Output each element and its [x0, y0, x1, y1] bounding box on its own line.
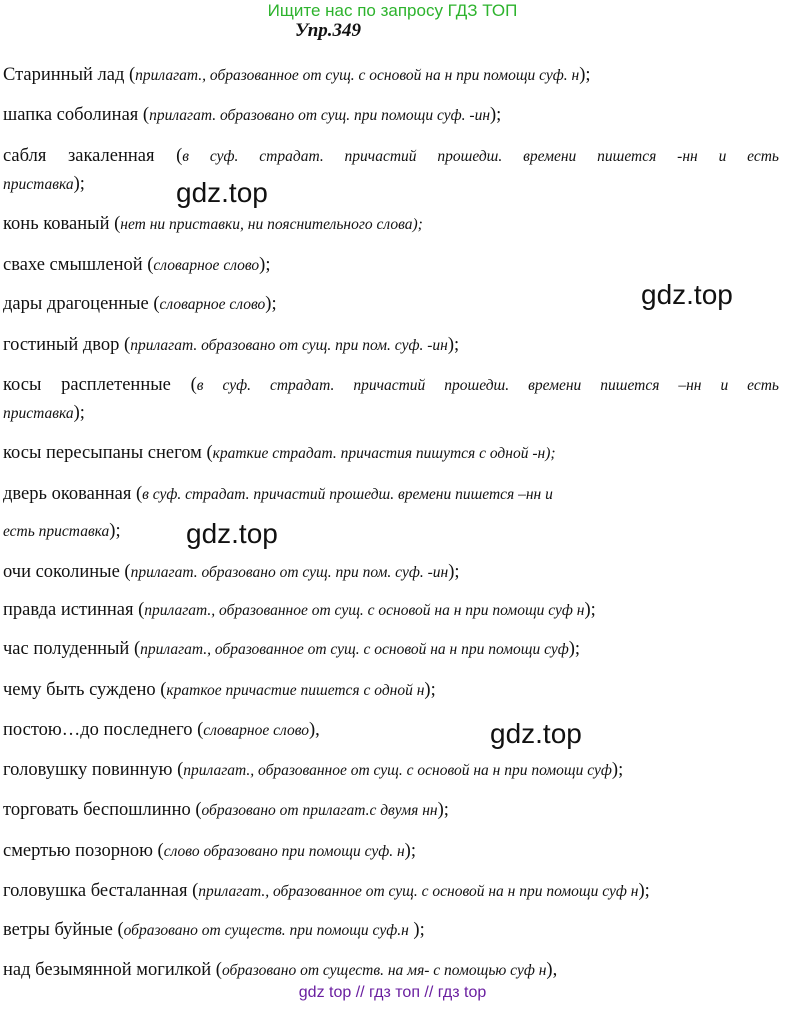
explanation: краткое причастие пишется с одной н	[166, 682, 425, 699]
closing: ),	[546, 960, 558, 980]
answer-line	[3, 719, 779, 742]
phrase: очи соколиные (	[3, 562, 131, 582]
watermark: gdz.top	[641, 279, 733, 310]
answer-line-continuation	[3, 520, 779, 543]
answer-line	[3, 599, 779, 622]
closing: );	[437, 800, 449, 820]
explanation: образовано от существ. при помощи суф.н	[123, 922, 409, 939]
explanation: словарное слово	[203, 722, 309, 739]
explanation: приставка	[3, 176, 74, 193]
footer-links[interactable]: gdz top // гдз топ // гдз top	[298, 984, 487, 1001]
closing: ),	[308, 720, 320, 740]
phrase: гостиный двор (	[3, 335, 131, 355]
closing: );	[568, 639, 581, 659]
closing: );	[404, 841, 416, 861]
explanation: в суф. страдат. причастий прошедш. времени пишется -нн и есть	[182, 148, 779, 165]
closing: );	[73, 403, 85, 423]
answer-line	[3, 799, 779, 822]
answer-line	[3, 483, 779, 506]
answer-line	[3, 880, 779, 903]
answer-line	[3, 679, 779, 702]
phrase: ветры буйные (	[3, 920, 124, 940]
closing: );	[424, 680, 436, 700]
answer-line	[3, 334, 779, 357]
closing: );	[447, 335, 460, 355]
answer-line	[3, 64, 779, 87]
phrase: косы пересыпаны снегом (	[3, 443, 213, 463]
answer-line-continuation	[3, 402, 779, 425]
answer-line	[3, 213, 779, 236]
phrase: дары драгоценные (	[3, 294, 160, 314]
answer-line	[3, 145, 779, 168]
explanation: образовано от прилагат.с двумя нн	[201, 802, 438, 819]
closing: );	[448, 562, 460, 582]
phrase: конь кованый (	[3, 214, 121, 234]
explanation: приставка	[3, 405, 74, 422]
answer-line	[3, 919, 779, 942]
phrase: свахе смышленой (	[3, 255, 154, 275]
explanation: слово образовано при помощи суф. н	[163, 843, 405, 860]
answer-line	[3, 561, 779, 584]
explanation: прилагат., образованное от сущ. с основой на н при помощи суф н	[144, 602, 585, 619]
answer-line	[3, 254, 779, 277]
explanation: прилагат., образованное от сущ. с основой на н при помощи суф н	[198, 883, 639, 900]
watermark: gdz.top	[186, 518, 278, 549]
phrase: постою…до последнего (	[3, 720, 204, 740]
phrase: час полуденный (	[3, 639, 141, 659]
phrase: дверь окованная (	[3, 484, 143, 504]
phrase: над безымянной могилкой (	[3, 960, 222, 980]
closing: );	[579, 65, 591, 85]
explanation: словарное слово	[153, 257, 260, 274]
closing: );	[490, 105, 502, 125]
explanation: прилагат. образовано от сущ. при помощи суф. -ин	[149, 107, 491, 124]
phrase: головушка бесталанная (	[3, 881, 199, 901]
explanation: прилагат., образованное от сущ. с основой на н при помощи суф	[183, 762, 612, 779]
explanation: есть приставка	[3, 523, 110, 540]
phrase: чему быть суждено (	[3, 680, 167, 700]
closing: );	[584, 600, 596, 620]
explanation: образовано от существ. на мя- с помощью суф н	[221, 962, 547, 979]
closing: );	[109, 521, 121, 541]
closing: );	[73, 174, 85, 194]
answer-line	[3, 959, 779, 982]
phrase: правда истинная (	[3, 600, 145, 620]
answer-line	[3, 442, 779, 465]
explanation: прилагат., образованное от сущ. с основой на н при помощи суф. н	[135, 67, 580, 84]
phrase: Старинный лад (	[3, 65, 136, 85]
explanation: словарное слово	[159, 296, 266, 313]
closing: );	[259, 255, 271, 275]
answer-line	[3, 374, 779, 397]
closing: );	[408, 920, 425, 940]
explanation: в суф. страдат. причастий прошедш. времени пишется –нн и есть	[196, 377, 779, 394]
closing: );	[265, 294, 277, 314]
explanation: нет ни приставки, ни пояснительного слова);	[120, 216, 423, 233]
answer-line	[3, 638, 779, 661]
watermark: gdz.top	[490, 718, 582, 749]
explanation: в суф. страдат. причастий прошедш. времени пишется –нн и	[142, 486, 553, 503]
phrase: сабля закаленная (	[3, 146, 183, 166]
explanation: прилагат. образовано от сущ. при пом. суф. -ин	[130, 337, 448, 354]
exercise-title: Упр.349	[295, 20, 362, 41]
explanation: краткие страдат. причастия пишутся с одной -н);	[212, 445, 556, 462]
explanation: прилагат., образованное от сущ. с основой на н при помощи суф	[140, 641, 569, 658]
answer-line	[3, 840, 779, 863]
answer-line	[3, 759, 779, 782]
answer-line	[3, 104, 779, 127]
watermark: gdz.top	[176, 177, 268, 208]
phrase: шапка соболиная (	[3, 105, 150, 125]
phrase: головушку повинную (	[3, 760, 184, 780]
phrase: косы расплетенные (	[3, 375, 197, 395]
phrase: торговать беспошлинно (	[3, 800, 202, 820]
closing: );	[638, 881, 650, 901]
closing: );	[611, 760, 624, 780]
phrase: смертью позорною (	[3, 841, 164, 861]
explanation: прилагат. образовано от сущ. при пом. суф. -ин	[130, 564, 449, 581]
header-search-hint-link[interactable]: Ищите нас по запросу ГДЗ ТОП	[267, 1, 518, 20]
answer-line-continuation	[3, 173, 779, 196]
